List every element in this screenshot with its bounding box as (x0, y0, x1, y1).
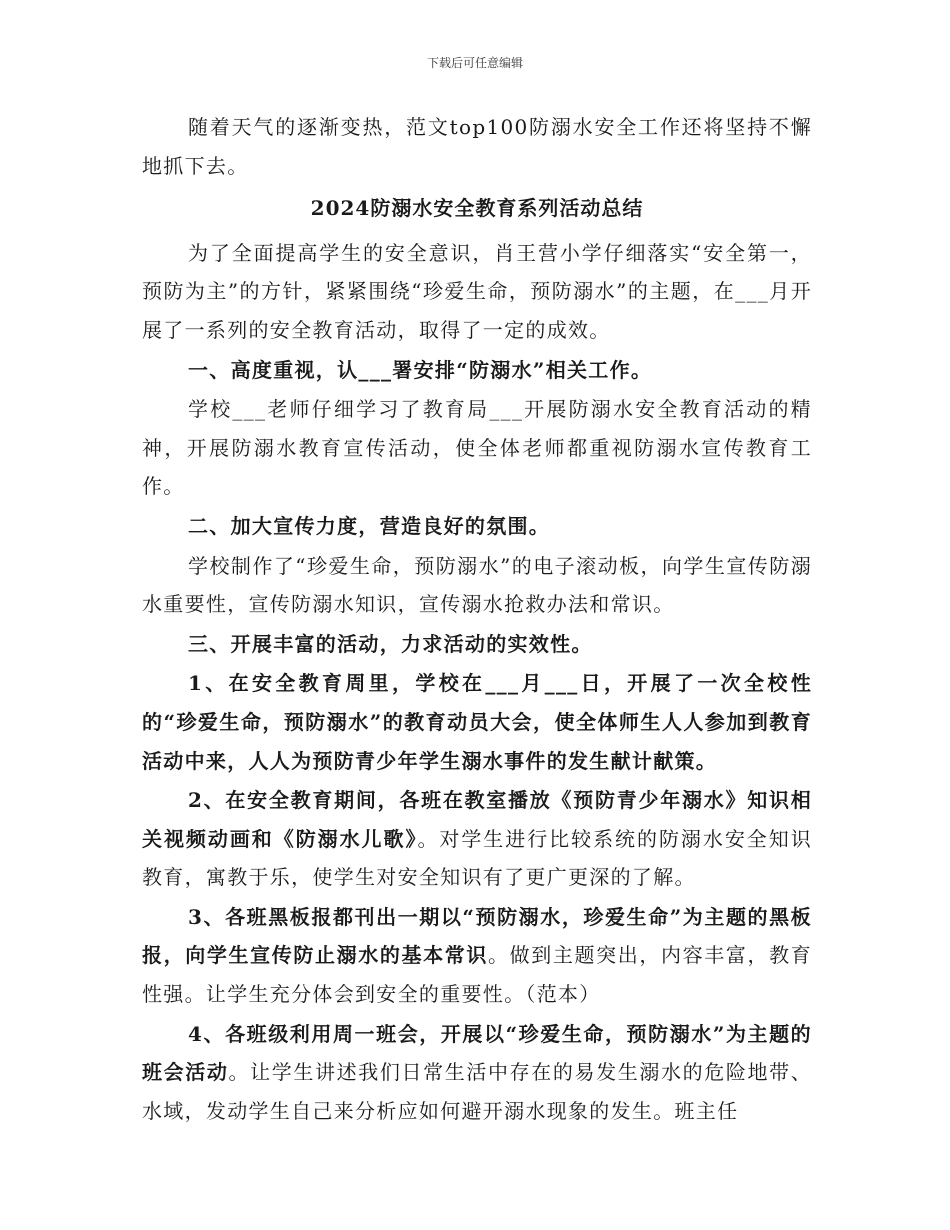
document-title: 2024防溺水安全教育系列活动总结 (310, 196, 644, 221)
activity-item-2 (142, 781, 812, 897)
section3-heading: 三、开展丰富的活动，力求活动的实效性。 (188, 631, 593, 656)
section1-heading: 一、高度重视，认___署安排“防溺水”相关工作。 (188, 357, 653, 382)
intro-paragraph: 随着天气的逐渐变热，范文top100防溺水安全工作还将坚持不懈地抓下去。 (142, 115, 812, 178)
activity-item-4-rest: 。让学生讲述我们日常生活中存在的易发生溺水的危险地带、水域，发动学生自己来分析应如何避开溺水现象的发生。班主任 (142, 1060, 812, 1123)
activity-item-1: 1、在安全教育周里，学校在___月___日，开展了一次全校性的“珍爱生命，预防溺水”的教育动员大会，使全体师生人人参加到教育活动中来，人人为预防青少年学生溺水事件的发生献计献策。 (142, 671, 812, 773)
activity-item-3 (142, 898, 812, 1014)
section1-body: 学校___老师仔细学习了教育局___开展防溺水安全教育活动的精神，开展防溺水教育宣传活动，使全体老师都重视防溺水宣传教育工作。 (142, 397, 812, 499)
page-header: 下载后可任意编辑 (426, 56, 523, 70)
section2-heading: 二、加大宣传力度，营造良好的氛围。 (188, 513, 551, 538)
activity-item-2-lead: 2、在安全教育期间，各班在教室播放《预防青少年溺水》知识相关视频动画和《防溺水儿歌》 (142, 788, 812, 851)
activity-item-4-lead: 4、各班级利用周一班会，开展以“珍爱生命，预防溺水”为主题的班会活动 (142, 1021, 812, 1085)
document-body (142, 108, 812, 1131)
activity-item-3-rest: 。做到主题突出，内容丰富，教育性强。让学生充分体会到安全的重要性。（范本） (142, 943, 812, 1007)
activity-item-4 (142, 1015, 812, 1131)
section2-body: 学校制作了“珍爱生命，预防溺水”的电子滚动板，向学生宣传防溺水重要性，宣传防溺水知识，宣传溺水抢救办法和常识。 (142, 553, 812, 617)
activity-item-2-rest: 。对学生进行比较系统的防溺水安全知识教育，寓教于乐，使学生对安全知识有了更广更深的了解。 (142, 826, 812, 890)
opening-paragraph: 为了全面提高学生的安全意识，肖王营小学仔细落实“安全第一，预防为主”的方针，紧紧围绕“珍爱生命，预防溺水”的主题，在___月开展了一系列的安全教育活动，取得了一定的成效。 (142, 240, 812, 342)
activity-item-3-lead: 3、各班黑板报都刊出一期以“预防溺水，珍爱生命”为主题的黑板报，向学生宣传防止溺水的基本常识 (142, 904, 812, 968)
